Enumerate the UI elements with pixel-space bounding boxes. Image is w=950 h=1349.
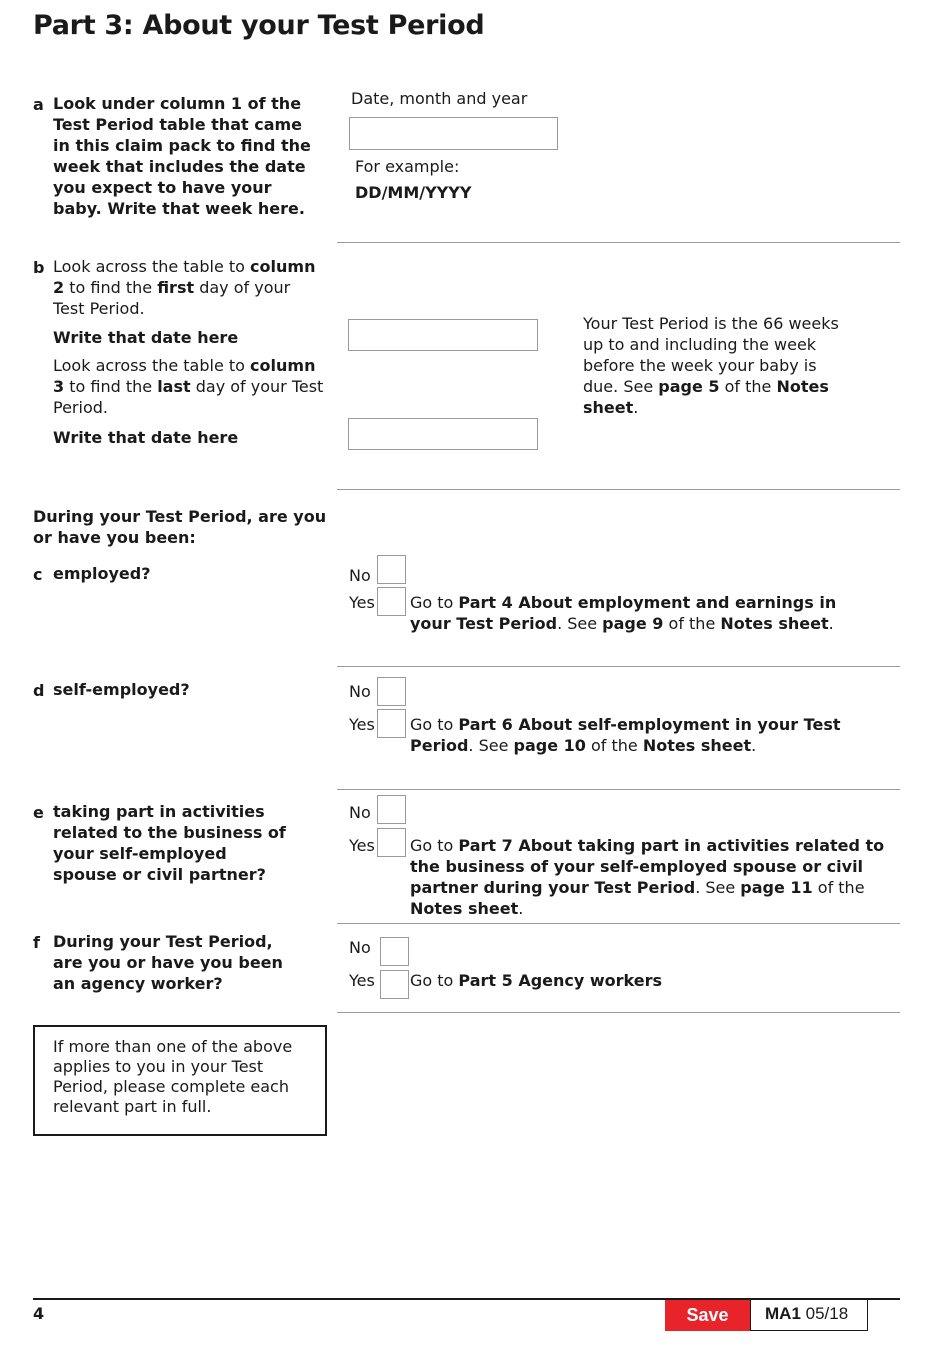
- example-label: For example:: [355, 157, 460, 176]
- self-employed-no-checkbox[interactable]: [377, 677, 406, 706]
- question-f-text: During your Test Period, are you or have you been an agency worker?: [53, 932, 283, 993]
- yes-label: Yes: [349, 836, 375, 855]
- question-b-letter: b: [33, 258, 45, 277]
- form-code: [750, 1300, 868, 1331]
- spouse-business-yes-checkbox[interactable]: [377, 828, 406, 857]
- yes-label: Yes: [349, 593, 375, 612]
- during-heading: During your Test Period, are you or have you been:: [33, 507, 327, 547]
- date-field-label: Date, month and year: [351, 89, 528, 108]
- divider: [337, 1012, 900, 1013]
- divider: [337, 666, 900, 667]
- question-b-text-2: Look across the table to column 3 to find the last day of your Test Period.: [53, 356, 324, 417]
- yes-label: Yes: [349, 971, 375, 990]
- example-value: DD/MM/YYYY: [355, 183, 472, 202]
- no-label: No: [349, 803, 371, 822]
- page-number: 4: [33, 1304, 45, 1323]
- question-f-letter: f: [33, 933, 40, 952]
- question-b-text-1: Look across the table to column 2 to find the first day of your Test Period.: [53, 257, 316, 318]
- divider: [337, 489, 900, 490]
- question-a-letter: a: [33, 95, 44, 114]
- question-e-text: taking part in activities related to the business of your self-employed spouse or civil partner?: [53, 802, 286, 884]
- no-label: No: [349, 938, 371, 957]
- expected-week-input[interactable]: [349, 117, 558, 150]
- form-code-date: 05/18: [805, 1304, 849, 1323]
- yes-label: Yes: [349, 715, 375, 734]
- employed-no-checkbox[interactable]: [377, 555, 406, 584]
- first-day-input[interactable]: [348, 319, 538, 351]
- page-title: Part 3: About your Test Period: [33, 10, 485, 41]
- write-date-label-2: Write that date here: [53, 428, 239, 447]
- question-c-text: employed?: [53, 564, 151, 583]
- form-code-id: MA1: [765, 1304, 801, 1323]
- divider: [337, 789, 900, 790]
- question-d-text: self-employed?: [53, 680, 190, 699]
- save-button[interactable]: Save: [665, 1300, 750, 1331]
- write-date-label-1: Write that date here: [53, 328, 239, 347]
- test-period-info: Your Test Period is the 66 weeks up to and including the week before the week your baby is due. See page 5 of the Notes sheet.: [583, 314, 839, 417]
- employed-goto-text: Go to Part 4 About employment and earnings in your Test Period. See page 9 of the Notes sheet.: [410, 593, 837, 633]
- agency-worker-goto-text: Go to Part 5 Agency workers: [410, 971, 663, 990]
- question-c-letter: c: [33, 565, 43, 584]
- question-d-letter: d: [33, 681, 45, 700]
- last-day-input[interactable]: [348, 418, 538, 450]
- agency-worker-yes-checkbox[interactable]: [380, 970, 409, 999]
- no-label: No: [349, 682, 371, 701]
- question-e-letter: e: [33, 803, 44, 822]
- question-a-text: Look under column 1 of the Test Period table that came in this claim pack to find the week that includes the date you expect to have your baby. Write that week here.: [53, 94, 311, 218]
- divider: [337, 923, 900, 924]
- spouse-business-no-checkbox[interactable]: [377, 795, 406, 824]
- multiple-parts-note: If more than one of the above applies to you in your Test Period, please complete each relevant part in full.: [33, 1025, 327, 1136]
- self-employed-yes-checkbox[interactable]: [377, 709, 406, 738]
- no-label: No: [349, 566, 371, 585]
- divider: [337, 242, 900, 243]
- self-employed-goto-text: Go to Part 6 About self-employment in your Test Period. See page 10 of the Notes sheet.: [410, 715, 841, 755]
- agency-worker-no-checkbox[interactable]: [380, 937, 409, 966]
- spouse-business-goto-text: Go to Part 7 About taking part in activities related to the business of your self-employed spouse or civil partner during your Test Period. See page 11 of the Notes sheet.: [410, 836, 885, 918]
- employed-yes-checkbox[interactable]: [377, 587, 406, 616]
